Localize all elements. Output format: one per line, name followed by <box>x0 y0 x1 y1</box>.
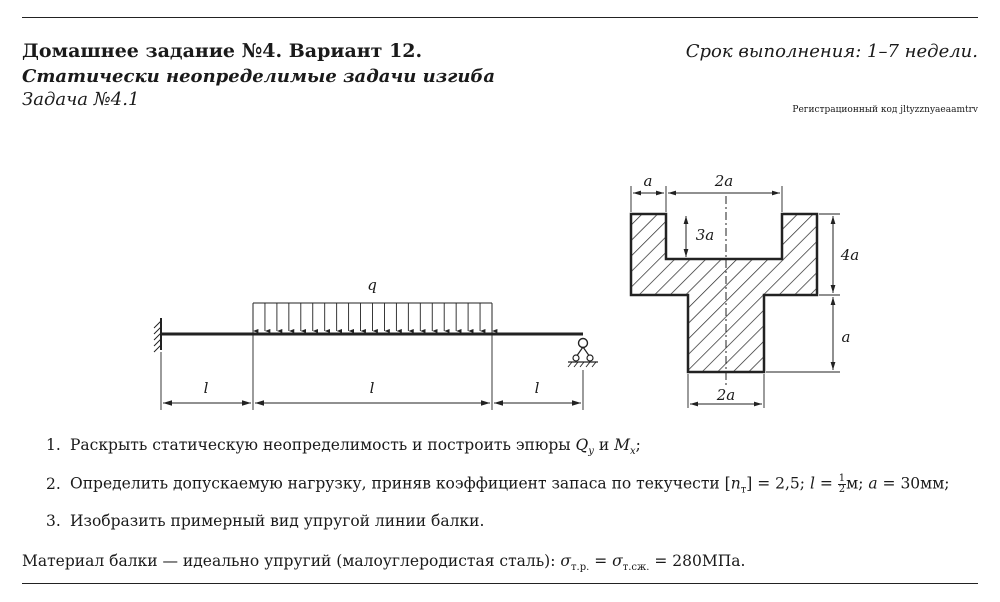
top-rule <box>22 17 978 18</box>
safety-factor-symbol: n <box>730 474 741 493</box>
dim-label-stem-width: 2a <box>716 386 736 404</box>
sigma-tension-subscript: т.р. <box>570 562 590 574</box>
task-item-1-end: ; <box>635 436 641 454</box>
bending-moment-subscript: x <box>629 446 636 458</box>
assignment-subtitle: Статически неопределимые задачи изгиба <box>22 66 496 87</box>
bottom-rule <box>22 583 978 584</box>
dimension-a-symbol: a <box>868 474 878 493</box>
dimension-a-value: = 30мм; <box>877 474 950 493</box>
task-item-2-text: Определить допускаемую нагрузку, приняв коэффициент запаса по текучести [ <box>70 474 731 493</box>
fixed-support <box>154 318 161 352</box>
dim-label-stem-height: a <box>841 328 851 346</box>
dim-label-right-height: 4a <box>840 246 860 264</box>
material-value: = 280МПа. <box>649 552 746 570</box>
span-label-2: l <box>369 379 375 397</box>
registration-code: Регистрационный код jltyzznyaeaamtrv <box>792 105 978 115</box>
safety-factor-subscript: т <box>740 484 747 496</box>
section-shape <box>631 214 817 372</box>
task-item-1-number: 1. <box>46 436 61 454</box>
task-item-3 <box>46 512 484 530</box>
deadline: Срок выполнения: 1–7 недели. <box>685 41 978 62</box>
span-label-3: l <box>534 379 540 397</box>
assignment-title: Домашнее задание №4. Вариант 12. <box>22 40 423 62</box>
sigma-compression-subscript: т.сж. <box>622 562 650 574</box>
load-label: q <box>367 276 377 294</box>
task-item-2-number: 2. <box>46 474 61 493</box>
dim-label-inner-depth: 3a <box>695 226 715 244</box>
dim-label-top-mid: 2a <box>714 172 734 190</box>
roller-support <box>568 339 598 368</box>
span-label-1: l <box>203 379 209 397</box>
cross-section-diagram <box>620 165 870 410</box>
distributed-load <box>253 303 492 331</box>
beam-diagram <box>140 270 600 420</box>
sigma-compression: σ <box>612 552 623 570</box>
task-item-1-text: Раскрыть статическую неопределимость и построить эпюры <box>70 436 576 454</box>
length-unit: м; <box>846 474 869 493</box>
shear-force-symbol: Q <box>575 436 589 454</box>
shear-force-subscript: y <box>588 446 594 458</box>
task-item-3-number: 3. <box>46 512 61 530</box>
material-text: Материал балки — идеально упругий (малоуглеродистая сталь): <box>22 552 561 570</box>
fraction-numerator: 1 <box>838 473 846 484</box>
dim-label-top-left: a <box>643 172 653 190</box>
bending-moment-symbol: M <box>614 436 630 454</box>
sigma-tension: σ <box>560 552 571 570</box>
task-number: Задача №4.1 <box>22 89 140 110</box>
task-item-3-text: Изобразить примерный вид упругой линии балки. <box>70 512 485 530</box>
material-line: Материал балки — идеально упругий (малоуглеродистая сталь): $\sigma_{т.р.} = \sigma_{т.сж.} = 280МПа$. <box>22 552 746 574</box>
task-item-2: 2. Определить допускаемую нагрузку, приняв коэффициент запаса по текучести $[n_т] = 2,5$; l = $\frac{1}{2}$ м; a = 30мм; <box>46 473 950 496</box>
length-symbol: l <box>809 474 815 493</box>
safety-factor-value: ] = 2,5; <box>746 474 810 493</box>
task-item-1-conj: и <box>593 436 615 454</box>
task-item-1 <box>46 436 641 457</box>
fraction-denominator: 2 <box>838 484 846 495</box>
length-fraction <box>838 474 846 495</box>
